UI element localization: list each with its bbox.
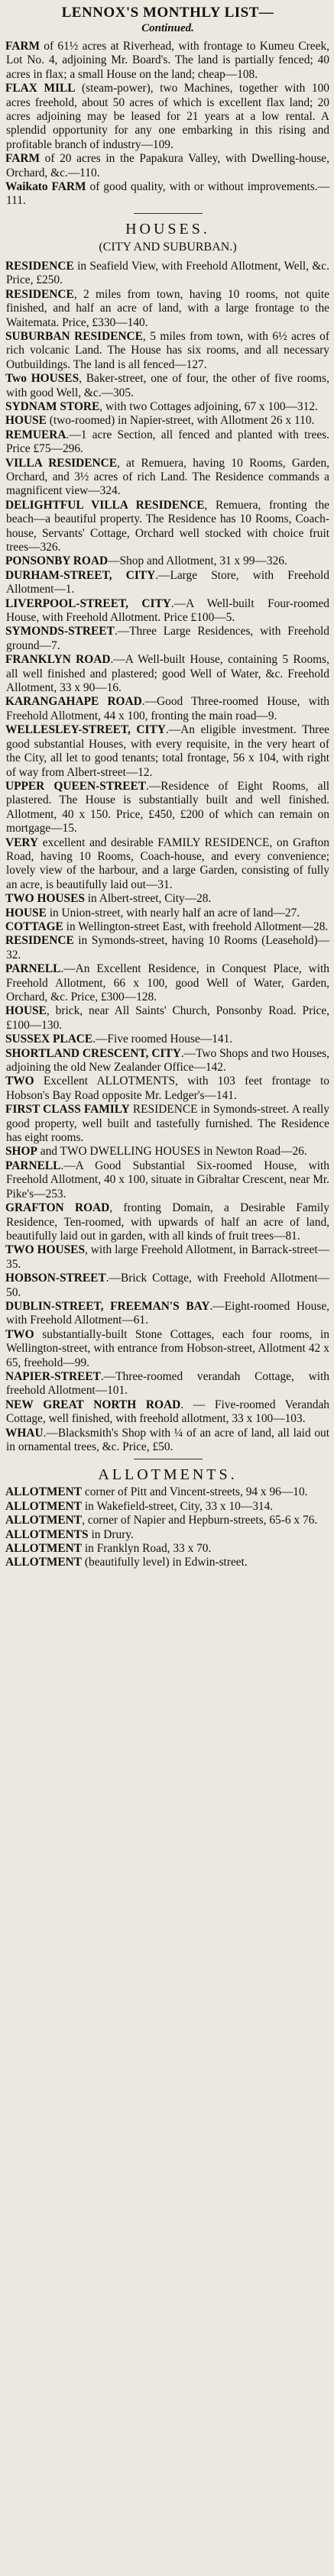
listing-text: .—Brick Cottage, with Freehold Allotment—50. xyxy=(6,1272,329,1299)
listing-lead: TWO HOUSES xyxy=(5,1243,86,1257)
listing-entry xyxy=(6,372,329,400)
divider xyxy=(134,213,203,214)
listing-lead: PARNELL xyxy=(5,1159,61,1172)
listing-lead: TWO HOUSES xyxy=(5,892,85,906)
listing-entry xyxy=(6,428,329,457)
listing-text: —Shop and Allotment, 31 x 99—326. xyxy=(108,554,287,568)
listing-entry xyxy=(6,653,329,695)
houses-heading: HOUSES. xyxy=(125,220,210,238)
listing-lead: SHOP xyxy=(5,1145,37,1159)
listing-entry xyxy=(6,1047,329,1075)
listing-text: Excellent ALLOTMENTS, with 103 feet frontage to Hobson's Bay Road opposite Mr. Ledger's—141. xyxy=(6,1075,329,1102)
houses-subheading: (CITY AND SUBURBAN.) xyxy=(99,240,237,254)
listing-text: in Albert-street, City—28. xyxy=(84,892,212,906)
listing-lead: PARNELL xyxy=(5,962,61,976)
listing-text: (steam-power), two Machines, together with 100 acres freehold, about 50 acres of which is excellent flax land; 20 acres adjoining may be leased for 21 years at a low rental. A splendid opportunity for any one embarking in this rising and profitable branch of industry—109. xyxy=(6,82,330,151)
listing-text: and TWO DWELLING HOUSES in Newton Road—26. xyxy=(37,1145,307,1159)
listing-entry xyxy=(6,1500,329,1514)
listing-text: , at Remuera, having 10 Rooms, Garden, Orchard, and 3½ acres of rich Land. The Residence commands a magnificent view—324. xyxy=(6,456,329,498)
listing-lead: ALLOTMENT xyxy=(5,1514,83,1527)
listing-text: , with large Freehold Allotment, in Barrack-street—35. xyxy=(6,1243,329,1271)
listing-lead: COTTAGE xyxy=(5,920,63,933)
listing-lead: FIRST CLASS FAMILY xyxy=(5,1103,130,1117)
listing-entry xyxy=(6,1542,329,1556)
list-subtitle: Continued. xyxy=(141,22,194,34)
listing-text: , Baker-street, one of four, the other of five rooms, with good Well, &c.—305. xyxy=(6,372,329,399)
listing-lead: PONSONBY ROAD xyxy=(5,554,109,568)
listing-lead: FARM xyxy=(5,152,41,166)
listing-text: substantially-built Stone Cottages, each four rooms, in Wellington-street, with entrance from Hobson-street, Allotment 42 x 65, freehold—99. xyxy=(6,1327,329,1369)
allotments-entries xyxy=(6,1485,329,1569)
allotments-heading: ALLOTMENTS. xyxy=(98,1466,238,1484)
listing-entry xyxy=(6,934,329,962)
listing-lead: NEW GREAT NORTH ROAD xyxy=(5,1398,181,1411)
listing-text: RESIDENCE in Symonds-street. A really good property, well built and tastefully furnished. The Residence has eight rooms. xyxy=(6,1103,329,1145)
listing-text: , Remuera, fronting the beach—a beautiful property. The Residence has 10 Rooms, Coach-house, Servants' Cottage, Orchard well stocked with choice fruit trees—326. xyxy=(6,498,329,554)
listing-lead: DURHAM-STREET, CITY xyxy=(5,568,156,582)
listing-text: .—1 acre Section, all fenced and planted with trees. Price £75—296. xyxy=(6,428,329,456)
listing-entry xyxy=(6,1159,329,1201)
listing-lead: HOUSE xyxy=(5,906,47,920)
listing-text: , 5 miles from town, with 6½ acres of rich volcanic Land. The House has six rooms, and all necessary Outbuildings. The land is all fenced—127. xyxy=(6,329,329,371)
listing-entry xyxy=(6,40,329,82)
listing-text: in Wakefield-street, City, 33 x 10—314. xyxy=(82,1499,274,1513)
listing-entry xyxy=(6,1514,329,1527)
listing-text: . — Five-roomed Verandah Cottage, well finished, with freehold allotment, 33 x 100—103. xyxy=(6,1398,329,1426)
listing-lead: VERY xyxy=(5,836,39,849)
listing-entry xyxy=(6,907,329,920)
listing-lead: VILLA RESIDENCE xyxy=(5,456,117,470)
listing-entry xyxy=(6,499,329,555)
listing-text: .—An Excellent Residence, in Conquest Place, with Freehold Allotment, 66 x 100, good Well of Water, Garden, Orchard, &c. Price, £300—128. xyxy=(6,962,329,1004)
listing-text: .—Five roomed House—141. xyxy=(92,1033,233,1046)
listing-lead: Waikato FARM xyxy=(5,180,86,194)
houses-entries xyxy=(6,260,329,1455)
listing-lead: FRANKLYN ROAD xyxy=(5,653,111,667)
listing-text: (two-roomed) in Napier-street, with Allotment 26 x 110. xyxy=(46,414,315,428)
list-title: LENNOX'S MONTHLY LIST— xyxy=(61,5,274,21)
listing-text: .—An eligible investment. Three good substantial Houses, with every requisite, in the very heart of the City, all let to good tenants; total frontage, 56 x 104, with right of way from Albert-street—12. xyxy=(6,723,329,779)
listing-lead: DUBLIN-STREET, FREEMAN'S BAY xyxy=(5,1299,210,1313)
listing-lead: DELIGHTFUL VILLA RESIDENCE xyxy=(5,498,205,512)
listing-text: .—A Well-built Four-roomed House, with Freehold Allotment. Price £100—5. xyxy=(6,596,329,625)
listing-text: excellent and desirable FAMILY RESIDENCE, on Grafton Road, having 10 Rooms, Coach-house, and every convenience; lovely view of the harbour, and a large Garden, consisting of fully an acre, is beautifully laid out—31. xyxy=(6,836,329,891)
listing-entry xyxy=(6,780,329,836)
listing-entry xyxy=(6,1528,329,1542)
listing-lead: Two HOUSES xyxy=(5,372,79,386)
listing-lead: SUSSEX PLACE xyxy=(5,1033,93,1046)
listing-lead: RESIDENCE xyxy=(5,259,74,273)
listing-text: (beautifully level) in Edwin-street. xyxy=(82,1556,248,1569)
listing-lead: LIVERPOOL-STREET, CITY xyxy=(5,596,171,610)
listing-text: , with two Cottages adjoining, 67 x 100—312. xyxy=(99,399,318,413)
listing-text: .—Blacksmith's Shop with ¼ of an acre of land, all laid out in ornamental trees, &c. Price, £50. xyxy=(6,1426,329,1453)
listing-entry xyxy=(6,569,329,597)
listing-entry xyxy=(6,1272,329,1300)
listing-lead: ALLOTMENT xyxy=(5,1556,83,1569)
listing-text: , 2 miles from town, having 10 rooms, not quite finished, and half an acre of land, with a large frontage to the Waitemata. Price, £330—140. xyxy=(6,287,329,329)
listing-entry xyxy=(6,414,329,428)
listing-entry xyxy=(6,152,329,180)
listing-text: in Franklyn Road, 33 x 70. xyxy=(82,1542,212,1556)
listing-entry xyxy=(6,330,329,372)
listing-text: in Wellington-street East, with freehold Allotment—28. xyxy=(63,920,329,933)
listing-lead: RESIDENCE xyxy=(5,287,74,301)
listing-text: .—A Good Substantial Six-roomed House, with Freehold Allotment, 40 x 100, situate in Gibraltar Crescent, near Mr. Pike's—253. xyxy=(6,1159,329,1201)
listing-text: .—Three-roomed verandah Cottage, with freehold Allotment—101. xyxy=(6,1369,329,1398)
listing-entry xyxy=(6,597,329,625)
listing-lead: NAPIER-STREET xyxy=(5,1369,101,1383)
listing-entry xyxy=(6,288,329,330)
listing-entry xyxy=(6,836,329,893)
listing-lead: HOUSE xyxy=(5,1004,47,1018)
listing-entry xyxy=(6,1485,329,1499)
listing-entry xyxy=(6,400,329,414)
listing-text: .—Good Three-roomed House, with Freehold Allotment, 44 x 100, fronting the main road—9. xyxy=(6,695,329,722)
listing-lead: REMUERA xyxy=(5,428,66,441)
listing-entry xyxy=(6,1556,329,1569)
listing-text: .—Eight-roomed House, with Freehold Allotment—61. xyxy=(6,1299,329,1327)
listing-lead: ALLOTMENT xyxy=(5,1542,83,1556)
listing-text: .—Large Store, with Freehold Allotment—1. xyxy=(6,568,330,596)
listing-entry xyxy=(6,1004,329,1033)
listing-text: corner of Pitt and Vincent-streets, 94 x 96—10. xyxy=(82,1485,308,1499)
listing-lead: SYDNAM STORE xyxy=(5,399,100,413)
listing-entry xyxy=(6,82,329,152)
listing-entry xyxy=(6,1300,329,1328)
intro-entries xyxy=(6,40,329,208)
listing-entry xyxy=(6,892,329,906)
listing-entry xyxy=(6,1033,329,1046)
listing-entry xyxy=(6,920,329,934)
listing-text: , brick, near All Saints' Church, Ponsonby Road. Price, £100—130. xyxy=(6,1004,329,1032)
listing-text: in Union-street, with nearly half an acre of land—27. xyxy=(46,906,300,920)
listing-text: , fronting Domain, a Desirable Family Residence, Ten-roomed, with upwards of half an acre of land, beautifully laid out in garden, with all kinds of fruit trees—81. xyxy=(6,1201,329,1243)
listing-entry xyxy=(6,1075,329,1103)
listing-text: , corner of Napier and Hepburn-streets, 65-6 x 76. xyxy=(82,1514,318,1527)
listing-entry xyxy=(6,962,329,1004)
listing-entry xyxy=(6,180,329,208)
listing-entry xyxy=(6,695,329,723)
listing-lead: RESIDENCE xyxy=(5,934,74,948)
listing-text: in Symonds-street, having 10 Rooms (Leasehold)—32. xyxy=(6,934,329,962)
listing-text: of 61½ acres at Riverhead, with frontage to Kumeu Creek, Lot No. 4, adjoining Mr. Board's. The land is partially fenced; 40 acres in flax; a small House on the land; cheap—108. xyxy=(6,40,329,81)
listing-text: in Seafield View, with Freehold Allotment, Well, &c. Price, £250. xyxy=(6,259,329,287)
listing-text: of 20 acres in the Papakura Valley, with Dwelling-house, Orchard, &c.—110. xyxy=(6,152,329,179)
listing-lead: TWO xyxy=(5,1075,34,1088)
listing-lead: GRAFTON ROAD xyxy=(5,1201,110,1215)
listing-entry xyxy=(6,1328,329,1370)
listing-entry xyxy=(6,1398,329,1427)
listing-entry xyxy=(6,457,329,499)
listing-lead: WELLESLEY-STREET, CITY xyxy=(5,723,166,737)
listing-lead: UPPER QUEEN-STREET xyxy=(5,779,147,793)
listing-lead: KARANGAHAPE ROAD xyxy=(5,695,142,709)
listing-entry xyxy=(6,1103,329,1145)
listing-text: of good quality, with or without improvements.—111. xyxy=(6,180,329,208)
listing-lead: WHAU xyxy=(5,1426,44,1440)
listing-entry xyxy=(6,554,329,568)
listing-entry xyxy=(6,723,329,780)
listing-lead: HOUSE xyxy=(5,414,47,428)
listing-lead: HOBSON-STREET xyxy=(5,1272,106,1285)
listing-entry xyxy=(6,625,329,653)
listing-entry xyxy=(6,1370,329,1398)
listing-lead: ALLOTMENT xyxy=(5,1485,83,1499)
listing-entry xyxy=(6,1243,329,1272)
listing-lead: FARM xyxy=(5,40,41,53)
listing-text: .—Two Shops and two Houses, adjoining the old New Zealander Office—142. xyxy=(6,1046,329,1075)
listing-entry xyxy=(6,260,329,288)
listing-lead: SUBURBAN RESIDENCE xyxy=(5,329,143,343)
listing-entry xyxy=(6,1145,329,1159)
listing-lead: ALLOTMENTS xyxy=(5,1527,89,1541)
listing-lead: TWO xyxy=(5,1327,34,1341)
listing-entry xyxy=(6,1427,329,1455)
listing-text: .—Residence of Eight Rooms, all plastered. The House is substantially built and well finished. Allotment, 40 x 150. Price, £450, £200 of which can remain on mortgage—15. xyxy=(6,779,329,836)
listing-lead: SHORTLAND CRESCENT, CITY xyxy=(5,1046,181,1060)
listing-entry xyxy=(6,1201,329,1243)
listing-lead: ALLOTMENT xyxy=(5,1499,83,1513)
listing-text: .—A Well-built House, containing 5 Rooms, all well finished and plastered; good Well of Water, &c. Freehold Allotment, 33 x 90—16. xyxy=(6,653,329,695)
listing-text: in Drury. xyxy=(88,1527,134,1541)
listing-lead: SYMONDS-STREET xyxy=(5,625,115,638)
listing-text: .—Three Large Residences, with Freehold ground—7. xyxy=(6,625,329,652)
listing-lead: FLAX MILL xyxy=(5,82,76,95)
